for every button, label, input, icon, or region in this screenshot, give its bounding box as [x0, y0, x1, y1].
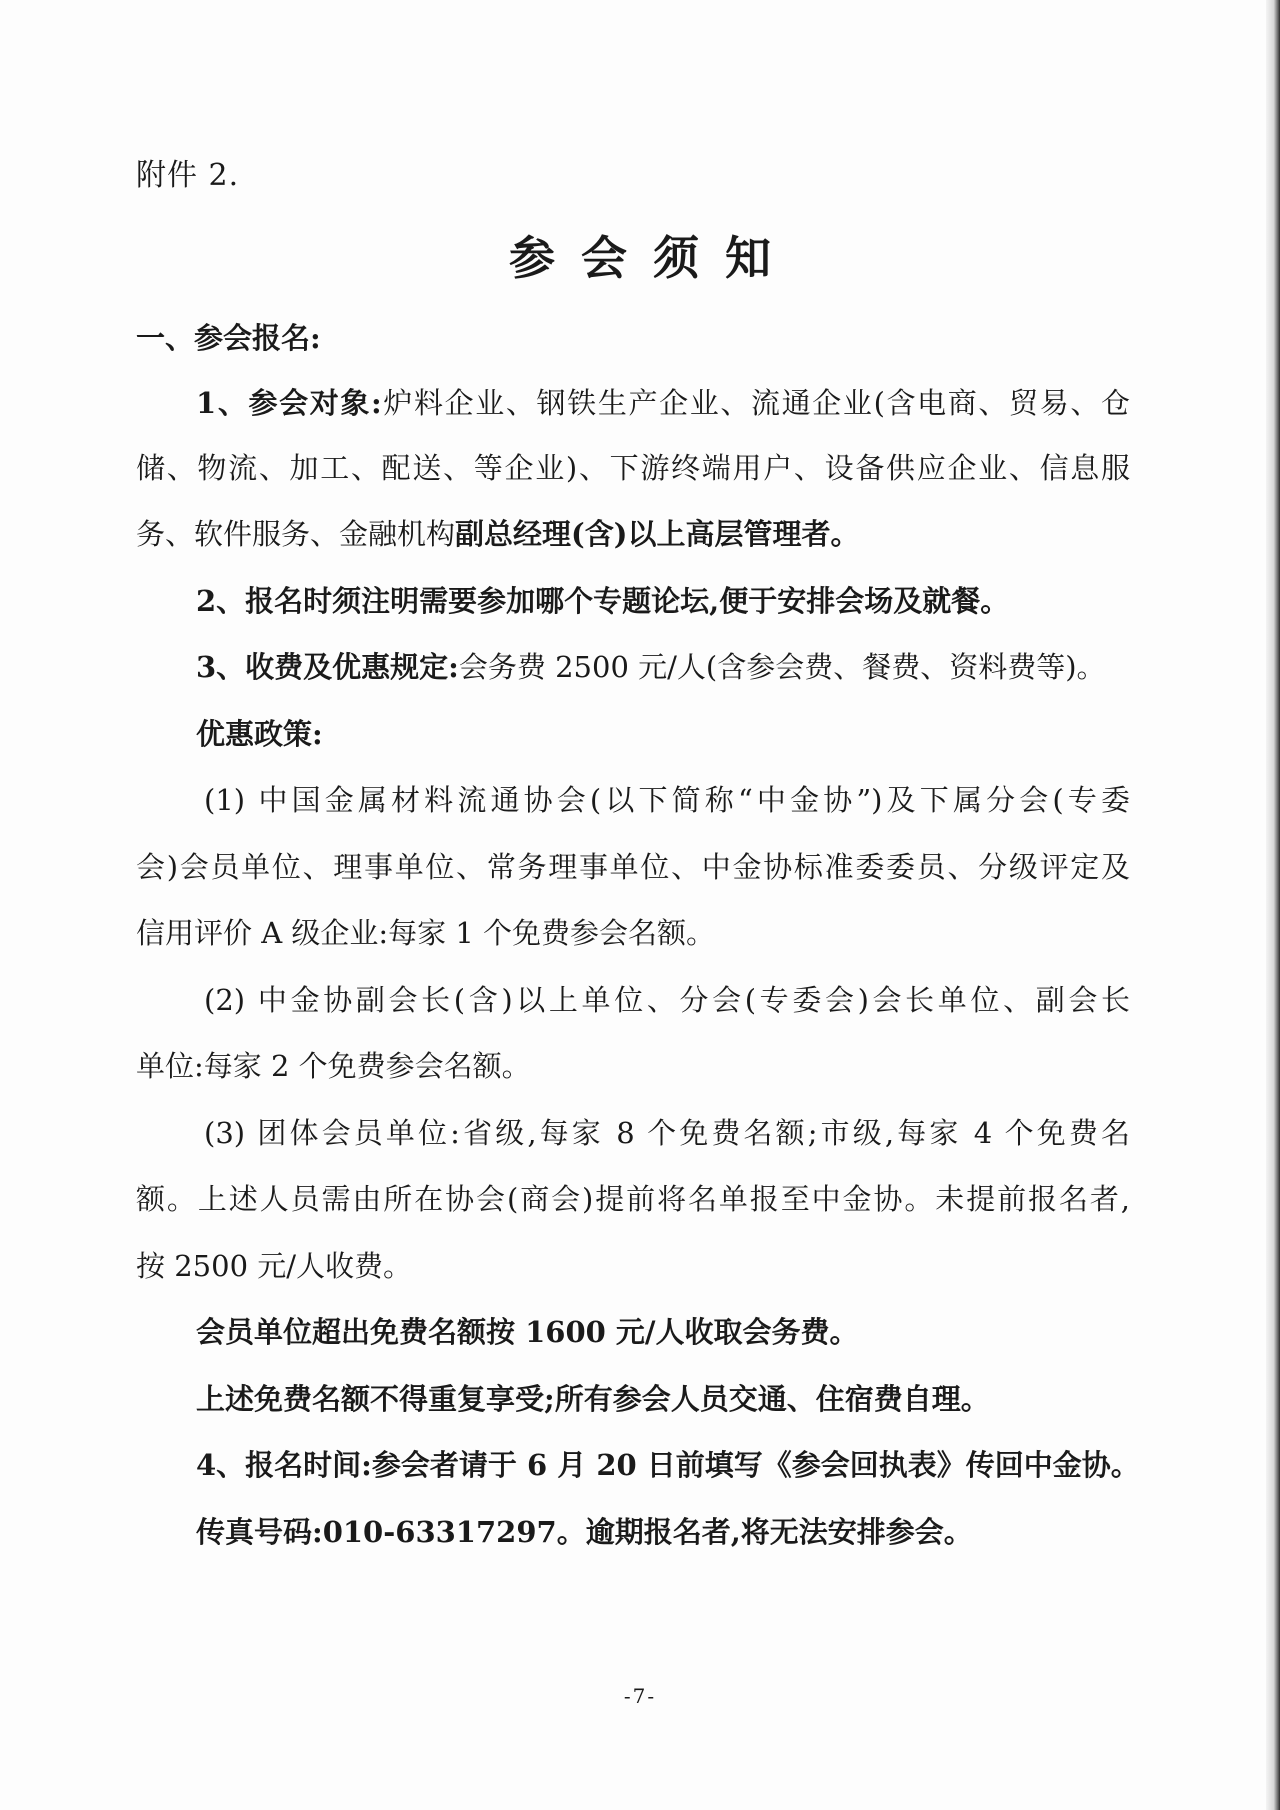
policy3-line2: 额。上述人员需由所在协会(商会)提前将名单报至中金协。未提前报名者,: [136, 1182, 1130, 1216]
page-title: 参会须知: [509, 231, 797, 285]
policy1-line1: (1) 中国金属材料流通协会(以下简称“中金协”)及下属分会(专委: [204, 783, 1130, 817]
annex-label: 附件 2.: [136, 158, 240, 193]
item1-line3-plain: 务、软件服务、金融机构: [136, 517, 456, 551]
item3: [196, 650, 1106, 684]
item2: 2、报名时须注明需要参加哪个专题论坛,便于安排会场及就餐。: [196, 584, 1010, 618]
page-number: -7-: [623, 1684, 657, 1708]
item4-line1: 4、报名时间:参会者请于 6 月 20 日前填写《参会回执表》传回中金协。: [196, 1448, 1140, 1482]
policy1-line3: 信用评价 A 级企业:每家 1 个免费参会名额。: [136, 916, 716, 950]
policy2-line2: 单位:每家 2 个免费参会名额。: [136, 1049, 531, 1083]
policy3-line3: 按 2500 元/人收费。: [136, 1249, 413, 1283]
item1-line1-text: 炉料企业、钢铁生产企业、流通企业(含电商、贸易、仓: [381, 386, 1130, 420]
policy3-line1: (3) 团体会员单位:省级,每家 8 个免费名额;市级,每家 4 个免费名: [204, 1116, 1130, 1150]
item1-line1: [196, 386, 1130, 420]
item3-lead: 3、收费及优惠规定:: [196, 650, 459, 684]
item1-line2: 储、物流、加工、配送、等企业)、下游终端用户、设备供应企业、信息服: [136, 451, 1130, 485]
item1-line3-bold: 副总经理(含)以上高层管理者。: [455, 517, 860, 551]
policy2-line1: (2) 中金协副会长(含)以上单位、分会(专委会)会长单位、副会长: [204, 983, 1130, 1017]
member-fee-note: 会员单位超出免费名额按 1600 元/人收取会务费。: [196, 1315, 859, 1349]
policy-heading: 优惠政策:: [196, 717, 323, 751]
item3-text: 会务费 2500 元/人(含参会费、餐费、资料费等)。: [458, 650, 1106, 684]
section-heading: 一、参会报名:: [136, 321, 321, 355]
no-repeat-note: 上述免费名额不得重复享受;所有参会人员交通、住宿费自理。: [196, 1382, 990, 1416]
item1-line3: [136, 517, 860, 551]
item1-lead: 1、参会对象:: [196, 386, 382, 420]
policy1-line2: 会)会员单位、理事单位、常务理事单位、中金协标准委委员、分级评定及: [136, 850, 1130, 884]
item4-line2: 传真号码:010-63317297。逾期报名者,将无法安排参会。: [196, 1515, 973, 1549]
